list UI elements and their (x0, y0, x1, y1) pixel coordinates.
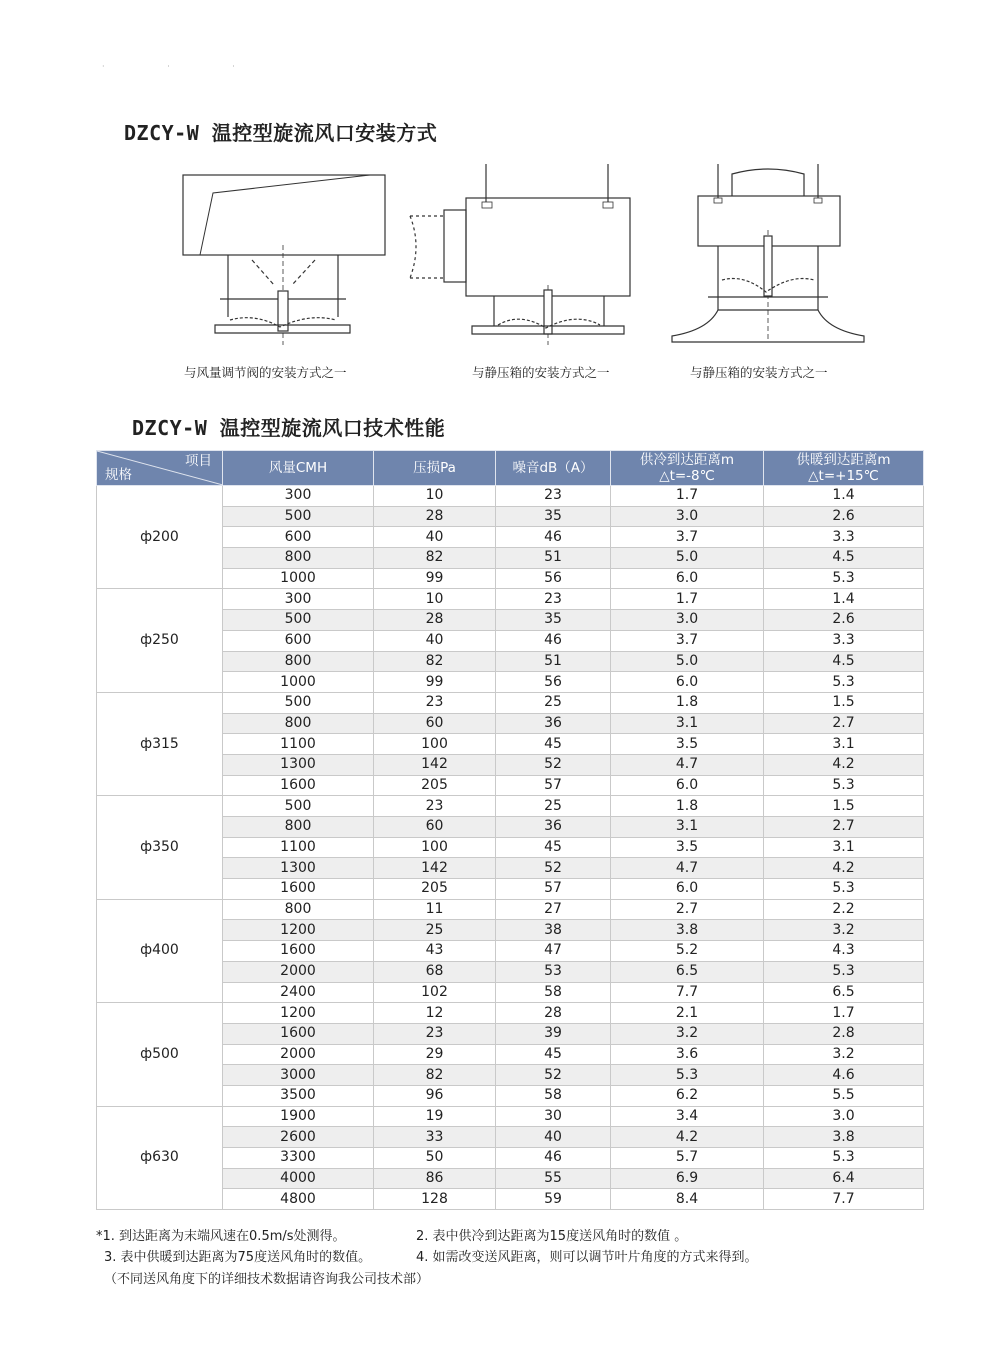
table-cell: 35 (496, 610, 611, 631)
table-cell: 45 (496, 1044, 611, 1065)
table-cell: 1200 (223, 920, 374, 941)
table-cell: 23 (374, 796, 496, 817)
table-cell: 1000 (223, 672, 374, 693)
caption-plenum-1: 与静压箱的安装方式之一 (472, 365, 610, 380)
table-cell: 25 (374, 920, 496, 941)
note-3: 3. 表中供暖到达距离为75度送风角时的数值。 (104, 1250, 372, 1265)
table-cell: 3.5 (611, 734, 764, 755)
table-cell: 43 (374, 941, 496, 962)
table-cell: 128 (374, 1189, 496, 1210)
table-cell: 100 (374, 837, 496, 858)
table-cell: 36 (496, 713, 611, 734)
table-cell: 3.1 (611, 817, 764, 838)
table-cell: 3.2 (611, 1023, 764, 1044)
table-cell: 4.6 (764, 1065, 924, 1086)
table-cell: 800 (223, 651, 374, 672)
table-cell: 2.6 (764, 610, 924, 631)
table-row (97, 589, 924, 610)
table-row (97, 1003, 924, 1024)
spec-cell: ф315 (97, 692, 223, 795)
table-cell: 1100 (223, 837, 374, 858)
table-cell: 3.2 (764, 1044, 924, 1065)
table-cell: 2.1 (611, 1003, 764, 1024)
table-cell: 38 (496, 920, 611, 941)
table-cell: 4.2 (764, 754, 924, 775)
table-cell: 4.2 (764, 858, 924, 879)
table-cell: 3.3 (764, 527, 924, 548)
performance-table (96, 450, 924, 1210)
table-cell: 6.0 (611, 775, 764, 796)
table-cell: 25 (496, 692, 611, 713)
table-cell: 800 (223, 817, 374, 838)
table-cell: 4.7 (611, 754, 764, 775)
table-cell: 51 (496, 548, 611, 569)
table-cell: 39 (496, 1023, 611, 1044)
spec-cell: ф400 (97, 899, 223, 1002)
table-cell: 5.3 (764, 1148, 924, 1169)
table-cell: 4.2 (611, 1127, 764, 1148)
table-cell: 12 (374, 1003, 496, 1024)
table-cell: 5.2 (611, 941, 764, 962)
table-cell: 2.7 (611, 899, 764, 920)
table-header-row (97, 451, 924, 486)
spec-cell: ф500 (97, 1003, 223, 1106)
table-cell: 5.3 (764, 961, 924, 982)
header-heating-throw: 供暖到达距离m △t=+15℃ (764, 451, 924, 486)
table-cell: 3.8 (611, 920, 764, 941)
table-cell: 5.5 (764, 1085, 924, 1106)
table-cell: 2.6 (764, 506, 924, 527)
table-cell: 1600 (223, 879, 374, 900)
table-cell: 300 (223, 486, 374, 507)
table-cell: 2.2 (764, 899, 924, 920)
table-cell: 4000 (223, 1168, 374, 1189)
table-cell: 1.5 (764, 796, 924, 817)
note-2: 2. 表中供冷到达距离为15度送风角时的数值 。 (416, 1229, 688, 1244)
table-cell: 3.5 (611, 837, 764, 858)
table-cell: 28 (374, 506, 496, 527)
corner-header (97, 451, 223, 486)
table-cell: 600 (223, 527, 374, 548)
table-cell: 57 (496, 775, 611, 796)
table-cell: 800 (223, 899, 374, 920)
table-cell: 3.1 (764, 734, 924, 755)
table-cell: 6.9 (611, 1168, 764, 1189)
table-cell: 6.4 (764, 1168, 924, 1189)
table-cell: 7.7 (764, 1189, 924, 1210)
header-noise: 噪音dB（A） (496, 451, 611, 486)
table-cell: 40 (374, 630, 496, 651)
table-cell: 3.0 (764, 1106, 924, 1127)
table-cell: 800 (223, 548, 374, 569)
scan-marks: · · · (102, 62, 265, 71)
table-cell: 1600 (223, 775, 374, 796)
table-cell: 68 (374, 961, 496, 982)
table-cell: 58 (496, 1085, 611, 1106)
table-cell: 23 (496, 486, 611, 507)
note-4: 4. 如需改变送风距离，则可以调节叶片角度的方式来得到。 (416, 1250, 758, 1265)
table-cell: 10 (374, 486, 496, 507)
spec-cell: ф250 (97, 589, 223, 692)
table-cell: 19 (374, 1106, 496, 1127)
table-cell: 23 (496, 589, 611, 610)
table-cell: 33 (374, 1127, 496, 1148)
table-row (97, 692, 924, 713)
table-cell: 8.4 (611, 1189, 764, 1210)
table-cell: 5.0 (611, 548, 764, 569)
table-cell: 3.1 (611, 713, 764, 734)
table-cell: 53 (496, 961, 611, 982)
table-cell: 1600 (223, 941, 374, 962)
table-cell: 2.8 (764, 1023, 924, 1044)
corner-header-item: 项目 (185, 453, 212, 469)
table-cell: 4.5 (764, 548, 924, 569)
table-cell: 28 (374, 610, 496, 631)
table-cell: 56 (496, 568, 611, 589)
table-cell: 36 (496, 817, 611, 838)
table-cell: 40 (496, 1127, 611, 1148)
table-cell: 27 (496, 899, 611, 920)
table-cell: 205 (374, 879, 496, 900)
table-cell: 11 (374, 899, 496, 920)
table-cell: 4.3 (764, 941, 924, 962)
table-cell: 6.2 (611, 1085, 764, 1106)
header-pressure-loss: 压损Pa (374, 451, 496, 486)
table-cell: 59 (496, 1189, 611, 1210)
table-cell: 1600 (223, 1023, 374, 1044)
table-cell: 3300 (223, 1148, 374, 1169)
table-cell: 5.3 (764, 879, 924, 900)
table-cell: 82 (374, 651, 496, 672)
table-cell: 50 (374, 1148, 496, 1169)
spec-cell: ф630 (97, 1106, 223, 1209)
table-cell: 6.0 (611, 879, 764, 900)
table-cell: 1.4 (764, 589, 924, 610)
table-cell: 1900 (223, 1106, 374, 1127)
table-cell: 10 (374, 589, 496, 610)
plenum-install-diagram-1 (408, 160, 640, 360)
table-cell: 142 (374, 858, 496, 879)
table-cell: 52 (496, 754, 611, 775)
table-cell: 3.6 (611, 1044, 764, 1065)
table-cell: 1.8 (611, 692, 764, 713)
table-cell: 35 (496, 506, 611, 527)
table-cell: 56 (496, 672, 611, 693)
table-cell: 142 (374, 754, 496, 775)
table-cell: 6.5 (611, 961, 764, 982)
table-cell: 45 (496, 837, 611, 858)
table-cell: 300 (223, 589, 374, 610)
table-cell: 3.7 (611, 630, 764, 651)
table-cell: 40 (374, 527, 496, 548)
table-cell: 1.7 (611, 589, 764, 610)
table-cell: 30 (496, 1106, 611, 1127)
table-cell: 500 (223, 506, 374, 527)
table-cell: 82 (374, 548, 496, 569)
table-cell: 3.7 (611, 527, 764, 548)
table-cell: 52 (496, 858, 611, 879)
table-cell: 55 (496, 1168, 611, 1189)
table-cell: 1100 (223, 734, 374, 755)
table-cell: 3.3 (764, 630, 924, 651)
table-cell: 46 (496, 630, 611, 651)
table-cell: 4800 (223, 1189, 374, 1210)
table-cell: 57 (496, 879, 611, 900)
caption-plenum-2: 与静压箱的安装方式之一 (690, 365, 828, 380)
table-cell: 1.7 (611, 486, 764, 507)
table-cell: 6.0 (611, 568, 764, 589)
table-cell: 2400 (223, 982, 374, 1003)
table-cell: 25 (496, 796, 611, 817)
table-cell: 2000 (223, 1044, 374, 1065)
caption-damper: 与风量调节阀的安装方式之一 (184, 365, 347, 380)
table-cell: 23 (374, 692, 496, 713)
note-5: （不同送风角度下的详细技术数据请咨询我公司技术部） (104, 1272, 430, 1287)
table-cell: 1.5 (764, 692, 924, 713)
table-cell: 5.3 (764, 568, 924, 589)
table-cell: 5.7 (611, 1148, 764, 1169)
plenum-install-diagram-2 (668, 160, 868, 360)
install-section-title: DZCY-W 温控型旋流风口安装方式 (124, 121, 438, 145)
table-cell: 3.1 (764, 837, 924, 858)
table-row (97, 899, 924, 920)
table-cell: 23 (374, 1023, 496, 1044)
table-cell: 500 (223, 796, 374, 817)
header-airflow: 风量CMH (223, 451, 374, 486)
table-cell: 58 (496, 982, 611, 1003)
header-cooling-throw: 供冷到达距离m △t=-8℃ (611, 451, 764, 486)
table-cell: 99 (374, 672, 496, 693)
table-cell: 5.0 (611, 651, 764, 672)
table-cell: 2.7 (764, 713, 924, 734)
table-cell: 82 (374, 1065, 496, 1086)
table-cell: 1000 (223, 568, 374, 589)
table-cell: 500 (223, 610, 374, 631)
table-cell: 1200 (223, 1003, 374, 1024)
table-cell: 60 (374, 817, 496, 838)
table-cell: 3.2 (764, 920, 924, 941)
table-cell: 29 (374, 1044, 496, 1065)
table-cell: 47 (496, 941, 611, 962)
table-cell: 3.0 (611, 506, 764, 527)
table-cell: 99 (374, 568, 496, 589)
table-cell: 52 (496, 1065, 611, 1086)
table-cell: 7.7 (611, 982, 764, 1003)
table-cell: 800 (223, 713, 374, 734)
table-cell: 3.8 (764, 1127, 924, 1148)
table-cell: 28 (496, 1003, 611, 1024)
spec-cell: ф350 (97, 796, 223, 899)
table-cell: 6.0 (611, 672, 764, 693)
table-cell: 1.4 (764, 486, 924, 507)
performance-section-title: DZCY-W 温控型旋流风口技术性能 (132, 416, 446, 440)
table-cell: 500 (223, 692, 374, 713)
table-cell: 2600 (223, 1127, 374, 1148)
table-cell: 2.7 (764, 817, 924, 838)
table-cell: 60 (374, 713, 496, 734)
table-cell: 1.8 (611, 796, 764, 817)
corner-header-spec: 规格 (105, 467, 132, 483)
spec-cell: ф200 (97, 486, 223, 589)
table-cell: 600 (223, 630, 374, 651)
table-row (97, 486, 924, 507)
table-row (97, 796, 924, 817)
table-cell: 96 (374, 1085, 496, 1106)
table-cell: 3.4 (611, 1106, 764, 1127)
table-cell: 3500 (223, 1085, 374, 1106)
table-cell: 2000 (223, 961, 374, 982)
table-cell: 4.5 (764, 651, 924, 672)
table-cell: 102 (374, 982, 496, 1003)
table-cell: 4.7 (611, 858, 764, 879)
table-row (97, 1106, 924, 1127)
table-cell: 5.3 (764, 775, 924, 796)
table-cell: 46 (496, 1148, 611, 1169)
table-cell: 205 (374, 775, 496, 796)
table-cell: 6.5 (764, 982, 924, 1003)
table-cell: 100 (374, 734, 496, 755)
table-cell: 45 (496, 734, 611, 755)
table-cell: 5.3 (611, 1065, 764, 1086)
table-cell: 86 (374, 1168, 496, 1189)
table-cell: 1.7 (764, 1003, 924, 1024)
table-cell: 3.0 (611, 610, 764, 631)
table-cell: 5.3 (764, 672, 924, 693)
note-1: *1. 到达距离为末端风速在0.5m/s处测得。 (96, 1229, 346, 1244)
table-cell: 3000 (223, 1065, 374, 1086)
table-cell: 1300 (223, 858, 374, 879)
damper-install-diagram (170, 165, 400, 365)
table-cell: 1300 (223, 754, 374, 775)
table-cell: 51 (496, 651, 611, 672)
table-cell: 46 (496, 527, 611, 548)
